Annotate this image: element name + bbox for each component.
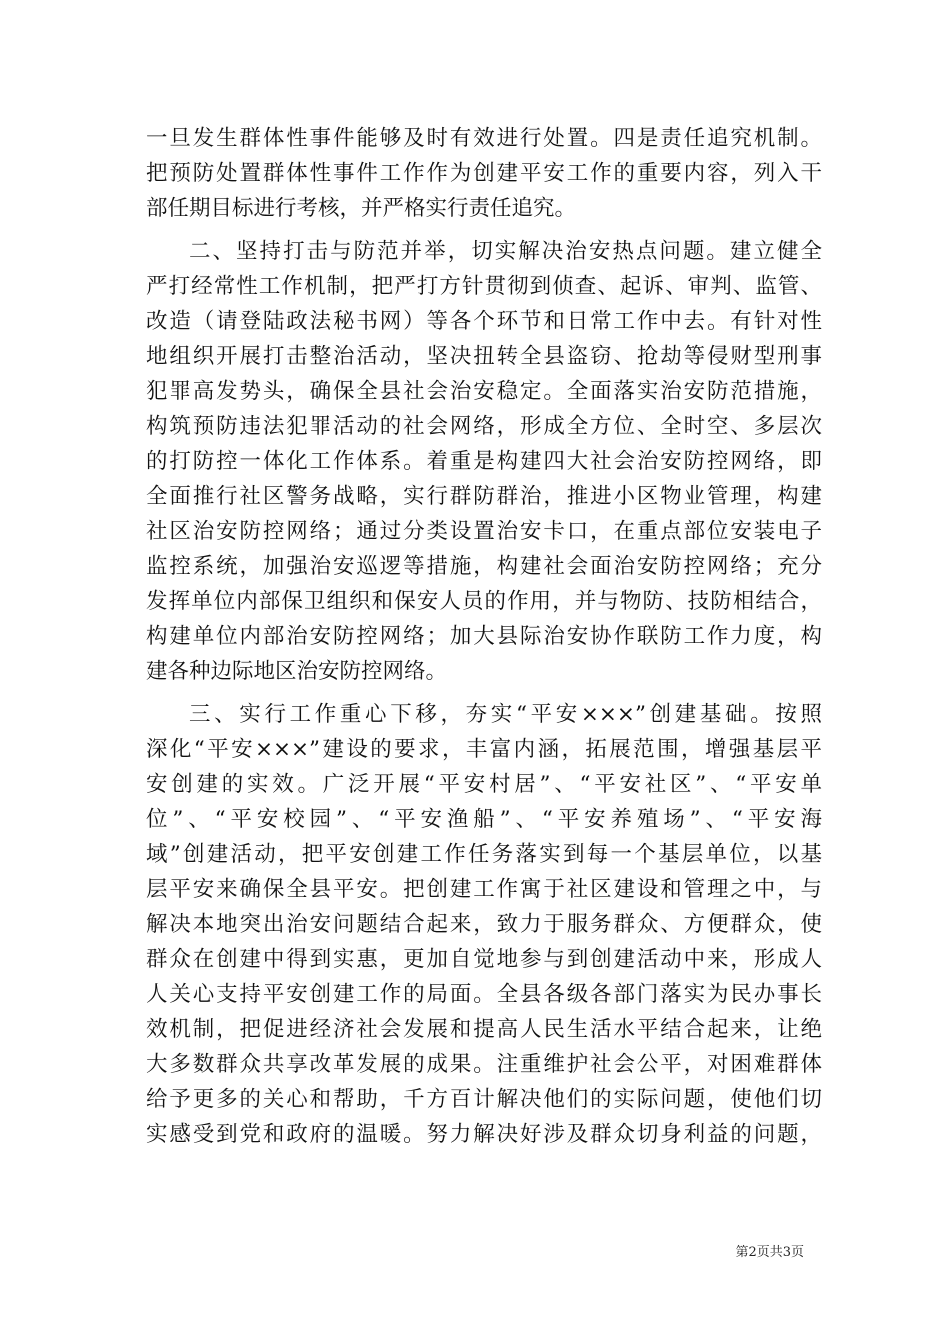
- text-line: 位”、“平安校园”、“平安渔船”、“平安养殖场”、“平安海: [146, 807, 822, 832]
- text-line: 构筑预防违法犯罪活动的社会网络，形成全方位、全时空、多层次: [146, 414, 822, 439]
- document-body: [146, 121, 822, 1152]
- text-line: 犯罪高发势头，确保全县社会治安稳定。全面落实治安防范措施，: [146, 379, 822, 404]
- text-line: 二、坚持打击与防范并举，切实解决治安热点问题。建立健全: [189, 239, 822, 264]
- paragraph-gap: [146, 689, 822, 697]
- text-line: 的打防控一体化工作体系。着重是构建四大社会治安防控网络，即: [146, 449, 822, 474]
- text-line: 构建单位内部治安防控网络；加大县际治安协作联防工作力度，构: [146, 624, 822, 649]
- text-line: 改造（请登陆政法秘书网）等各个环节和日常工作中去。有针对性: [146, 309, 822, 334]
- text-line: 严打经常性工作机制，把严打方针贯彻到侦查、起诉、审判、监管、: [146, 274, 822, 299]
- paragraph-1: [146, 121, 822, 226]
- text-line: 层平安来确保全县平安。把创建工作寓于社区建设和管理之中，与: [146, 877, 822, 902]
- text-line: 社区治安防控网络；通过分类设置治安卡口，在重点部位安装电子: [146, 519, 822, 544]
- text-line: 解决本地突出治安问题结合起来，致力于服务群众、方便群众，使: [146, 912, 822, 937]
- text-line: 把预防处置群体性事件工作作为创建平安工作的重要内容，列入干: [146, 161, 822, 186]
- text-line: 效机制，把促进经济社会发展和提高人民生活水平结合起来，让绝: [146, 1017, 822, 1042]
- text-line: 部任期目标进行考核，并严格实行责任追究。: [146, 196, 577, 221]
- text-line: 一旦发生群体性事件能够及时有效进行处置。四是责任追究机制。: [146, 126, 822, 151]
- text-line: 给予更多的关心和帮助，千方百计解决他们的实际问题，使他们切: [146, 1087, 822, 1112]
- paragraph-gap: [146, 226, 822, 234]
- text-line: 全面推行社区警务战略，实行群防群治，推进小区物业管理，构建: [146, 484, 822, 509]
- paragraph-2: [146, 234, 822, 689]
- text-line: 实感受到党和政府的温暖。努力解决好涉及群众切身利益的问题，: [146, 1122, 822, 1147]
- text-line: 发挥单位内部保卫组织和保安人员的作用，并与物防、技防相结合，: [146, 589, 822, 614]
- text-line: 群众在创建中得到实惠，更加自觉地参与到创建活动中来，形成人: [146, 947, 822, 972]
- text-line: 域”创建活动，把平安创建工作任务落实到每一个基层单位，以基: [146, 842, 822, 867]
- text-line: 安创建的实效。广泛开展“平安村居”、“平安社区”、“平安单: [146, 772, 822, 797]
- text-line: 地组织开展打击整治活动，坚决扭转全县盗窃、抢劫等侵财型刑事: [146, 344, 822, 369]
- page-number: 第2页共3页: [735, 1245, 804, 1260]
- text-line: 三、实行工作重心下移，夯实“平安×××”创建基础。按照: [189, 702, 822, 727]
- text-line: 建各种边际地区治安防控网络。: [146, 659, 448, 684]
- paragraph-3: [146, 697, 822, 1152]
- text-line: 深化“平安×××”建设的要求，丰富内涵，拓展范围，增强基层平: [146, 737, 822, 762]
- text-line: 监控系统，加强治安巡逻等措施，构建社会面治安防控网络；充分: [146, 554, 822, 579]
- text-line: 人关心支持平安创建工作的局面。全县各级各部门落实为民办事长: [146, 982, 822, 1007]
- text-line: 大多数群众共享改革发展的成果。注重维护社会公平，对困难群体: [146, 1052, 822, 1077]
